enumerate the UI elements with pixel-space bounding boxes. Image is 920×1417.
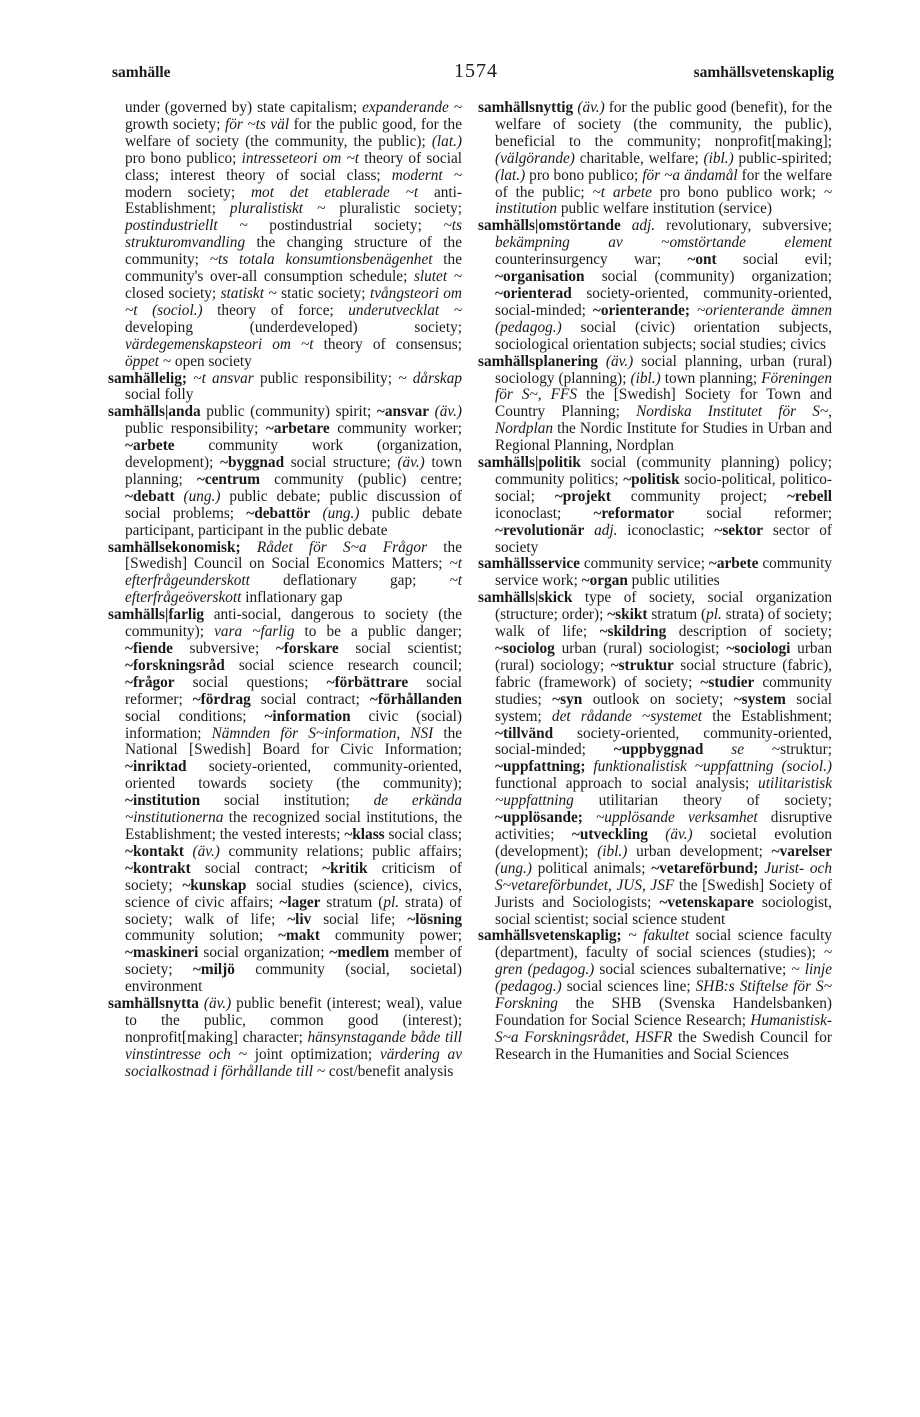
- entry-headword: ~fördrag: [192, 690, 251, 708]
- entry-text: the Nordic Institute for Studies in Urban and Regional Planning, Nordplan: [495, 420, 832, 455]
- entry-text: social questions;: [174, 673, 327, 691]
- entry-phrase: utilitaristisk ~uppfattning: [495, 775, 832, 810]
- entry-phrase: mot det etablerade ~t: [251, 183, 419, 201]
- entry-phrase: adj.: [594, 521, 618, 539]
- entry-phrase: pl.: [706, 606, 722, 624]
- entry-text: sector of society: [495, 521, 832, 556]
- entry-text: community service work;: [495, 555, 832, 590]
- entry-phrase: pl.: [383, 893, 400, 911]
- entry-text: civic (social) information;: [125, 707, 462, 742]
- entry-text: public benefit (interest; weal), value to the public, common good (interest); nonprofit[making] character;: [125, 995, 462, 1046]
- entry-headword: ~lager: [279, 893, 321, 911]
- entry-headword: ~tillvänd: [495, 724, 554, 742]
- entry-phrase: ~ dårskap: [398, 369, 462, 387]
- dictionary-entry: [478, 455, 832, 556]
- entry-headword: ~system: [733, 690, 786, 708]
- entry-text: community project;: [610, 487, 787, 505]
- entry-text: town planning;: [125, 454, 462, 488]
- entry-text: public utilities: [627, 572, 720, 590]
- entry-text: public responsibility;: [125, 420, 266, 438]
- dictionary-entry: [108, 100, 462, 371]
- entry-phrase: (äv.): [577, 99, 605, 116]
- entry-text: the [Swedish] Society of Jurists and Sociologists;: [495, 876, 832, 911]
- entry-text: strata) of society; walk of life;: [495, 606, 832, 641]
- entry-phrase: funktionalistisk ~uppfattning (sociol.): [593, 758, 833, 776]
- entry-headword: ~debatt: [125, 487, 175, 505]
- entry-text: modern society;: [125, 183, 251, 201]
- entry-phrase: bekämpning av ~omstörtande element: [495, 234, 832, 252]
- entry-text: public debate; public discussion of social problems;: [125, 487, 462, 522]
- entry-phrase: (äv.): [203, 995, 232, 1013]
- entry-text: cost/benefit analysis: [325, 1062, 454, 1080]
- entry-text: urban (rural) sociology;: [495, 640, 832, 674]
- dictionary-entry: [108, 371, 462, 405]
- entry-phrase: adj.: [631, 217, 656, 235]
- entry-phrase: det rådande ~systemet: [551, 707, 703, 725]
- entry-headword: ~kritik: [322, 859, 368, 877]
- entry-text: [690, 302, 697, 319]
- entry-text: social class;: [384, 825, 462, 843]
- entry-text: social life;: [311, 910, 408, 928]
- entry-text: [583, 809, 596, 826]
- entry-headword: ~information: [264, 707, 351, 725]
- entry-headword: samhällsplanering: [478, 352, 598, 370]
- entry-text: stratum (: [647, 606, 707, 624]
- entry-headword: ~vetareförbund;: [651, 859, 759, 877]
- entry-phrase: se: [731, 741, 745, 759]
- entry-headword: ~makt: [278, 927, 321, 945]
- entry-headword: ~organisation: [495, 268, 585, 286]
- dictionary-entry: [478, 928, 832, 1063]
- entry-phrase: (ibl.): [630, 369, 661, 387]
- entry-text: under (governed by) state capitalism;: [125, 99, 363, 116]
- entry-phrase: ~t arbete: [592, 183, 652, 201]
- entry-phrase: (välgörande): [495, 149, 575, 167]
- entry-text: the Swedish Council for Research in the Humanities and Social Sciences: [495, 1028, 832, 1063]
- dictionary-entry: [108, 607, 462, 996]
- entry-text: [598, 353, 606, 370]
- entry-text: social (community) organization;: [584, 268, 832, 286]
- entry-text: [184, 843, 193, 860]
- entry-headword: ~skikt: [607, 606, 648, 624]
- entry-headword: ~orienterande;: [592, 301, 691, 319]
- entry-text: postindustrial society;: [247, 217, 444, 235]
- dictionary-entry: [478, 100, 832, 218]
- entry-text: charitable, welfare;: [574, 149, 704, 167]
- entry-text: ~struktur;: [744, 741, 833, 759]
- entry-headword: samhällsvetenskaplig;: [478, 927, 622, 945]
- dictionary-entry: [108, 540, 462, 608]
- entry-text: counterinsurgency war;: [495, 251, 688, 269]
- entry-phrase: modernt ~: [391, 166, 462, 184]
- entry-phrase: Nämnden för S~information, NSI: [211, 724, 434, 742]
- entry-text: socio-political, politico-social;: [495, 470, 833, 505]
- entry-text: sociologist, social scientist; social science student: [495, 893, 832, 928]
- entry-text: [241, 539, 257, 556]
- entry-text: social (community planning) policy; community politics;: [495, 454, 832, 488]
- page-header: [0, 60, 920, 90]
- entry-text: member of society;: [125, 944, 462, 979]
- entry-headword: ~vetenskapare: [659, 893, 754, 911]
- entry-text: community power;: [320, 927, 463, 945]
- entry-text: public welfare institution (service): [557, 200, 772, 218]
- entry-headword: ~maskineri: [125, 944, 199, 962]
- entry-text: urban (rural) sociologist;: [554, 640, 727, 657]
- entry-headword: samhälls|omstörtande: [478, 217, 621, 235]
- entry-text: for the public good (benefit), for the welfare of society (the community, the public), beneficial to the community; nonprofit[making];: [495, 99, 832, 150]
- entry-text: urban development;: [627, 842, 772, 860]
- entry-headword: ~orienterad: [495, 284, 572, 302]
- entry-text: [310, 505, 322, 522]
- entry-phrase: ~ts strukturomvandling: [125, 217, 462, 252]
- entry-headword: ~varelser: [771, 842, 832, 860]
- entry-phrase: ~t efterfrågeöverskott: [125, 572, 462, 607]
- entry-headword: ~sociolog: [495, 640, 555, 657]
- entry-text: social science faculty (department), faculty of social sciences (studies);: [495, 927, 832, 962]
- entry-text: disruptive activities;: [495, 809, 832, 843]
- entry-phrase: (äv.): [397, 454, 425, 472]
- entry-text: social sciences subalternative;: [594, 961, 792, 979]
- entry-text: stratum (: [320, 893, 384, 911]
- entry-text: [703, 741, 731, 758]
- entry-text: the changing structure of the community;: [125, 234, 462, 269]
- entry-text: for the welfare of the public;: [495, 166, 833, 201]
- entry-phrase: ~ fakultet: [628, 927, 690, 945]
- entry-headword: ~reformator: [593, 504, 675, 522]
- entry-phrase: (lat.): [495, 166, 526, 184]
- entry-text: community (public) centre;: [260, 470, 463, 488]
- entry-text: social sciences line;: [561, 978, 696, 996]
- entry-headword: ~sociologi: [726, 640, 791, 657]
- dictionary-entry: [478, 354, 832, 455]
- entry-text: joint optimization;: [246, 1045, 380, 1063]
- dictionary-entry: [478, 556, 832, 590]
- entry-headword: samhällsnytta: [108, 995, 199, 1013]
- entry-text: social system;: [495, 690, 832, 725]
- entry-headword: ~liv: [287, 910, 312, 928]
- entry-text: social organization;: [198, 944, 330, 962]
- entry-text: community (social, societal) environment: [125, 961, 462, 996]
- entry-headword: ~struktur: [610, 656, 674, 674]
- entry-phrase: öppet ~: [125, 352, 172, 370]
- entry-headword: ~arbetare: [265, 420, 330, 438]
- entry-headword: ~syn: [552, 690, 583, 708]
- entry-phrase: Föreningen för S~, FFS: [495, 369, 832, 404]
- entry-text: public debate participant, participant in the public debate: [125, 504, 462, 539]
- entry-headword: ~politisk: [623, 470, 680, 488]
- entry-headword: ~lösning: [407, 910, 462, 928]
- dictionary-entry: [478, 218, 832, 353]
- entry-phrase: Nordiska Institutet för S~, Nordplan: [495, 403, 832, 438]
- left-column: [108, 100, 462, 1081]
- dictionary-entry: [478, 590, 832, 928]
- entry-phrase: ~ts totala konsumtionsbenägenhet: [209, 251, 433, 269]
- entry-text: community solution;: [125, 927, 279, 945]
- page-number: 1574: [454, 60, 498, 82]
- entry-text: social reformer;: [125, 673, 462, 708]
- entry-headword: ~kontrakt: [125, 859, 191, 877]
- entry-text: the SHB (Svenska Handelsbanken) Foundation for Social Science Research;: [495, 995, 832, 1029]
- right-running-headword: samhällsvetenskaplig: [693, 64, 834, 81]
- entry-headword: ~uppbyggnad: [613, 741, 704, 759]
- entry-text: theory of force;: [202, 301, 349, 319]
- entry-phrase: pluralistiskt ~: [229, 200, 326, 218]
- entry-text: society-oriented, community-oriented, social-minded;: [495, 284, 832, 319]
- entry-text: utilitarian theory of society;: [573, 792, 832, 810]
- entry-text: social contract;: [190, 859, 323, 877]
- left-running-headword: samhälle: [112, 64, 171, 81]
- entry-phrase: (äv.): [192, 842, 220, 860]
- entry-phrase: tvångsteori om ~t (sociol.): [125, 284, 462, 319]
- entry-headword: ~arbete: [708, 555, 759, 573]
- entry-phrase: expanderande ~: [362, 99, 462, 116]
- entry-text: political animals;: [531, 859, 652, 877]
- entry-text: description of society;: [666, 623, 832, 641]
- entry-phrase: (ung.): [495, 859, 532, 877]
- entry-text: social studies (science), civics, science of civic affairs;: [125, 876, 463, 911]
- entry-headword: ~forskare: [275, 640, 339, 657]
- entry-text: anti-Establishment;: [125, 183, 462, 218]
- entry-text: social folly: [125, 386, 194, 404]
- entry-headword: ~forskningsråd: [125, 656, 225, 674]
- entry-text: the community's over-all consumption schedule;: [125, 251, 462, 286]
- entry-text: community studies;: [495, 673, 832, 708]
- entry-text: type of society, social organization (structure; order);: [495, 589, 832, 624]
- entry-text: [175, 488, 184, 505]
- entry-text: growth society;: [125, 115, 225, 133]
- entry-text: criticism of society;: [125, 859, 462, 894]
- entry-text: community work (organization, development);: [125, 437, 462, 472]
- entry-headword: ~projekt: [554, 487, 611, 505]
- entry-phrase: (ibl.): [703, 149, 734, 167]
- entry-headword: ~fiende: [125, 640, 173, 657]
- entry-phrase: ~upplösande verksamhet: [596, 809, 758, 827]
- entry-text: community service;: [579, 555, 709, 573]
- entry-headword: ~förhållanden: [369, 690, 462, 708]
- entry-text: deflationary gap;: [249, 572, 450, 590]
- entry-text: to be a public danger;: [294, 623, 462, 641]
- entry-headword: ~kontakt: [125, 842, 184, 860]
- entry-headword: ~medlem: [329, 944, 390, 962]
- entry-phrase: vara ~farlig: [214, 623, 295, 641]
- entry-phrase: ~orienterande ämnen (pedagog.): [495, 301, 833, 336]
- entry-text: [648, 826, 665, 843]
- entry-text: town planning;: [660, 369, 762, 387]
- entry-phrase: Jurist- och S~vetareförbundet, JUS, JSF: [495, 859, 832, 894]
- entry-text: social planning, urban (rural) sociology (planning);: [495, 352, 832, 387]
- entry-headword: ~utveckling: [571, 825, 648, 843]
- entry-headword: samhällelig;: [108, 369, 188, 387]
- entry-headword: ~byggnad: [220, 454, 285, 472]
- entry-text: social evil;: [716, 251, 832, 269]
- entry-text: revolutionary, subversive;: [655, 217, 833, 235]
- entry-phrase: (lat.): [431, 132, 462, 150]
- entry-phrase: postindustriellt ~: [125, 217, 248, 235]
- entry-headword: ~uppfattning;: [495, 758, 586, 776]
- entry-phrase: Rådet för S~a Frågor: [256, 538, 428, 556]
- entry-phrase: ~ gren (pedagog.): [495, 944, 832, 979]
- entry-headword: ~arbete: [125, 437, 175, 455]
- entry-headword: ~inriktad: [125, 758, 187, 776]
- entry-headword: ~skildring: [599, 623, 667, 641]
- entry-text: social (civic) orientation subjects, sociological orientation subjects; social studies; civics: [495, 318, 832, 353]
- entry-text: the National [Swedish] Board for Civic Information;: [125, 724, 463, 759]
- entry-headword: ~studier: [700, 673, 755, 691]
- entry-phrase: (ung.): [183, 487, 221, 505]
- entry-headword: ~upplösande;: [495, 809, 583, 827]
- entry-phrase: intresseteori om ~t: [241, 149, 360, 167]
- entry-text: pro bono publico;: [525, 166, 643, 184]
- entry-phrase: slutet ~: [413, 268, 462, 286]
- entry-text: society-oriented, community-oriented, social-minded;: [495, 724, 832, 759]
- entry-text: social institution;: [200, 792, 374, 810]
- entry-headword: ~organ: [581, 572, 628, 590]
- entry-text: societal evolution (development);: [495, 825, 832, 860]
- entry-text: developing (underdeveloped) society;: [125, 318, 462, 336]
- entry-headword: samhälls|farlig: [108, 606, 205, 624]
- entry-text: theory of social class; interest theory of social class;: [125, 149, 463, 184]
- entry-text: subversive;: [172, 640, 276, 657]
- entry-text: community worker;: [329, 420, 463, 438]
- entry-text: open society: [171, 352, 252, 370]
- entry-text: pluralistic society;: [325, 200, 463, 218]
- entry-text: social structure;: [284, 454, 398, 472]
- dictionary-entry: [108, 996, 462, 1081]
- entry-text: anti-social, dangerous to society (the community);: [125, 606, 462, 641]
- entry-text: the [Swedish] Council on Social Economics Matters;: [125, 538, 462, 573]
- entry-phrase: (ung.): [322, 504, 360, 522]
- entry-headword: ~centrum: [196, 470, 261, 488]
- entry-text: [584, 522, 594, 539]
- entry-headword: ~miljö: [192, 961, 235, 979]
- entry-headword: ~förbättrare: [326, 673, 409, 691]
- entry-phrase: (ibl.): [597, 842, 628, 860]
- entry-headword: samhällsservice: [478, 555, 580, 573]
- entry-phrase: underutvecklat ~: [348, 301, 462, 319]
- entry-text: community relations; public affairs;: [219, 842, 463, 860]
- dictionary-entry: [108, 404, 462, 539]
- entry-headword: ~klass: [344, 825, 385, 843]
- entry-text: iconoclastic;: [617, 521, 715, 539]
- entry-headword: ~frågor: [125, 673, 175, 691]
- entry-text: public (community) spirit;: [200, 403, 377, 421]
- entry-phrase: ~t ansvar: [193, 369, 254, 387]
- entry-headword: samhällsnyttig: [478, 99, 574, 116]
- entry-phrase: för ~a ändamål: [642, 166, 738, 184]
- entry-headword: ~ansvar: [376, 403, 430, 421]
- entry-text: social structure (fabric), fabric (framework) of society;: [495, 656, 832, 691]
- entry-text: social reformer;: [674, 504, 832, 522]
- entry-headword: ~rebell: [786, 487, 832, 505]
- entry-text: social contract;: [250, 690, 370, 708]
- entry-phrase: för ~ts väl: [224, 115, 290, 133]
- entry-phrase: (äv.): [434, 403, 462, 421]
- entry-text: static society;: [276, 284, 370, 302]
- entry-headword: samhälls|skick: [478, 589, 573, 607]
- entry-text: pro bono publico work;: [651, 183, 824, 201]
- entry-text: inflationary gap: [241, 589, 343, 607]
- entry-headword: ~kunskap: [182, 876, 247, 894]
- entry-headword: ~debattör: [246, 504, 311, 522]
- right-column: [478, 100, 832, 1064]
- entry-headword: samhälls|anda: [108, 403, 201, 421]
- entry-text: [621, 217, 632, 234]
- entry-text: the Establishment;: [702, 707, 832, 725]
- entry-headword: ~revolutionär: [495, 521, 585, 539]
- entry-text: the [Swedish] Society for Town and Country Planning;: [495, 386, 832, 421]
- entry-text: functional approach to social analysis;: [495, 775, 759, 793]
- entry-phrase: värdegemenskapsteori om ~t: [125, 335, 314, 353]
- entry-headword: ~institution: [125, 792, 201, 810]
- entry-headword: samhällsekonomisk;: [108, 538, 241, 556]
- entry-text: social scientist;: [338, 640, 463, 657]
- entry-phrase: statiskt ~: [220, 284, 277, 302]
- entry-text: outlook on society;: [582, 690, 734, 708]
- entry-text: public responsibility;: [253, 369, 399, 387]
- entry-headword: samhälls|politik: [478, 454, 581, 472]
- entry-phrase: värdering av socialkostnad i förhållande till ~: [125, 1045, 462, 1080]
- entry-phrase: ~ institution: [495, 183, 832, 218]
- entry-text: social conditions;: [125, 707, 265, 725]
- entry-text: iconoclast;: [495, 504, 594, 522]
- entry-text: social science research council;: [224, 656, 462, 674]
- entry-text: the recognized social institutions, the Establishment; the vested interests;: [125, 809, 462, 843]
- entry-headword: ~ont: [687, 251, 717, 269]
- entry-text: for the public good, for the welfare of society (the community, the public);: [125, 115, 462, 150]
- entry-text: public-spirited;: [733, 149, 832, 167]
- entry-text: society-oriented, community-oriented, oriented towards society (the community);: [125, 758, 462, 793]
- entry-text: closed society;: [125, 284, 221, 302]
- entry-text: theory of consensus;: [313, 335, 462, 353]
- entry-phrase: (äv.): [605, 352, 634, 370]
- entry-phrase: (äv.): [665, 825, 693, 843]
- entry-phrase: ~ linje (pedagog.): [495, 961, 832, 996]
- entry-text: strata) of society; walk of life;: [125, 893, 462, 928]
- entry-phrase: ~t efterfrågeunderskott: [125, 555, 462, 590]
- entry-phrase: SHB:s Stiftelse för S~ Forskning: [495, 978, 832, 1013]
- entry-text: pro bono publico;: [125, 149, 242, 167]
- entry-phrase: Humanistisk-S~a Forskningsrådet, HSFR: [495, 1011, 832, 1046]
- entry-headword: ~sektor: [714, 521, 764, 539]
- entry-phrase: de erkända ~institutionerna: [125, 792, 463, 827]
- entry-phrase: hänsynstagande både till vinstintresse och ~: [125, 1028, 462, 1063]
